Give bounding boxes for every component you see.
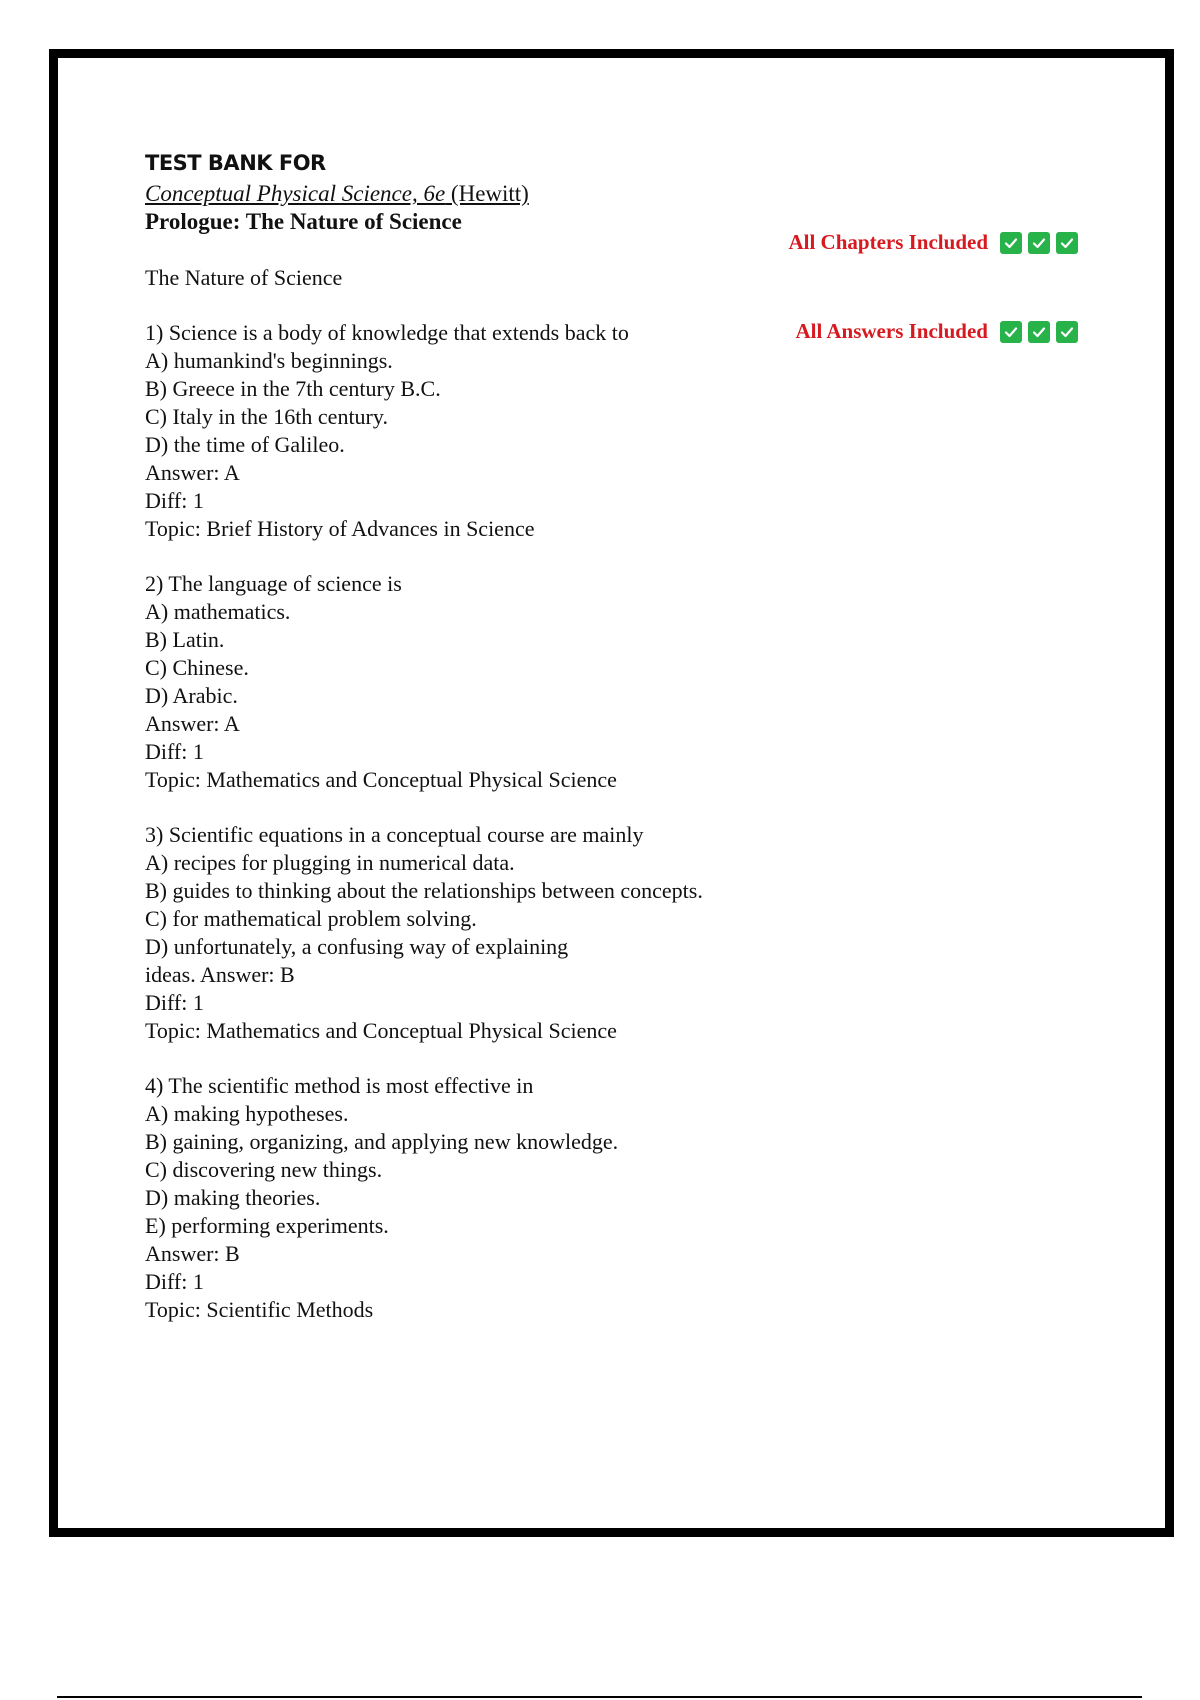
- difficulty-line: Diff: 1: [145, 488, 204, 513]
- difficulty-line: Diff: 1: [145, 1269, 204, 1294]
- topic-line: Topic: Scientific Methods: [145, 1297, 374, 1322]
- question-line: B) gaining, organizing, and applying new knowledge.: [145, 1129, 619, 1154]
- question-line: A) making hypotheses.: [145, 1101, 349, 1126]
- check-icon: [1000, 232, 1022, 254]
- question-stem: 4) The scientific method is most effective in: [145, 1073, 534, 1098]
- question-line: D) making theories.: [145, 1185, 321, 1210]
- book-author: (Hewitt): [445, 181, 529, 206]
- question-line: B) Greece in the 7th century B.C.: [145, 376, 441, 401]
- document-body: [145, 148, 785, 1324]
- question-1: [145, 319, 785, 543]
- question-line: D) unfortunately, a confusing way of explaining: [145, 934, 569, 959]
- question-2: [145, 570, 785, 794]
- answer-line: ideas. Answer: B: [145, 962, 295, 987]
- book-title: Conceptual Physical Science, 6e: [145, 181, 446, 206]
- topic-line: Topic: Mathematics and Conceptual Physical Science: [145, 767, 617, 792]
- question-line: D) Arabic.: [145, 683, 238, 708]
- question-line: D) the time of Galileo.: [145, 432, 345, 457]
- answer-line: Answer: A: [145, 711, 240, 736]
- difficulty-line: Diff: 1: [145, 739, 204, 764]
- question-line: C) Italy in the 16th century.: [145, 404, 388, 429]
- question-line: A) mathematics.: [145, 599, 291, 624]
- chapters-included-badge: [788, 230, 1078, 255]
- question-line: C) for mathematical problem solving.: [145, 906, 477, 931]
- check-icon: [1056, 232, 1078, 254]
- question-4: [145, 1072, 785, 1324]
- question-stem: 1) Science is a body of knowledge that extends back to: [145, 320, 629, 345]
- answers-included-label: All Answers Included: [795, 319, 988, 343]
- chapters-included-label: All Chapters Included: [788, 230, 988, 254]
- book-reference: [145, 180, 785, 208]
- question-3: [145, 821, 785, 1045]
- topic-line: Topic: Mathematics and Conceptual Physical Science: [145, 1018, 617, 1043]
- question-line: C) discovering new things.: [145, 1157, 383, 1182]
- topic-line: Topic: Brief History of Advances in Science: [145, 516, 535, 541]
- check-icon: [1028, 321, 1050, 343]
- check-icon: [1000, 321, 1022, 343]
- section-heading: The Nature of Science: [145, 265, 343, 290]
- answer-line: Answer: B: [145, 1241, 240, 1266]
- question-line: C) Chinese.: [145, 655, 249, 680]
- question-stem: 3) Scientific equations in a conceptual course are mainly: [145, 822, 644, 847]
- bottom-divider: [57, 1696, 1142, 1698]
- check-icon: [1028, 232, 1050, 254]
- question-line: B) Latin.: [145, 627, 225, 652]
- answer-line: Answer: A: [145, 460, 240, 485]
- question-line: A) humankind's beginnings.: [145, 348, 393, 373]
- chapter-heading: Prologue: The Nature of Science: [145, 209, 462, 234]
- check-icon: [1056, 321, 1078, 343]
- answers-included-badge: [795, 319, 1078, 344]
- question-line: E) performing experiments.: [145, 1213, 389, 1238]
- question-stem: 2) The language of science is: [145, 571, 402, 596]
- document-title: TEST BANK FOR: [145, 151, 326, 175]
- question-line: A) recipes for plugging in numerical data.: [145, 850, 515, 875]
- question-line: B) guides to thinking about the relationships between concepts.: [145, 878, 703, 903]
- difficulty-line: Diff: 1: [145, 990, 204, 1015]
